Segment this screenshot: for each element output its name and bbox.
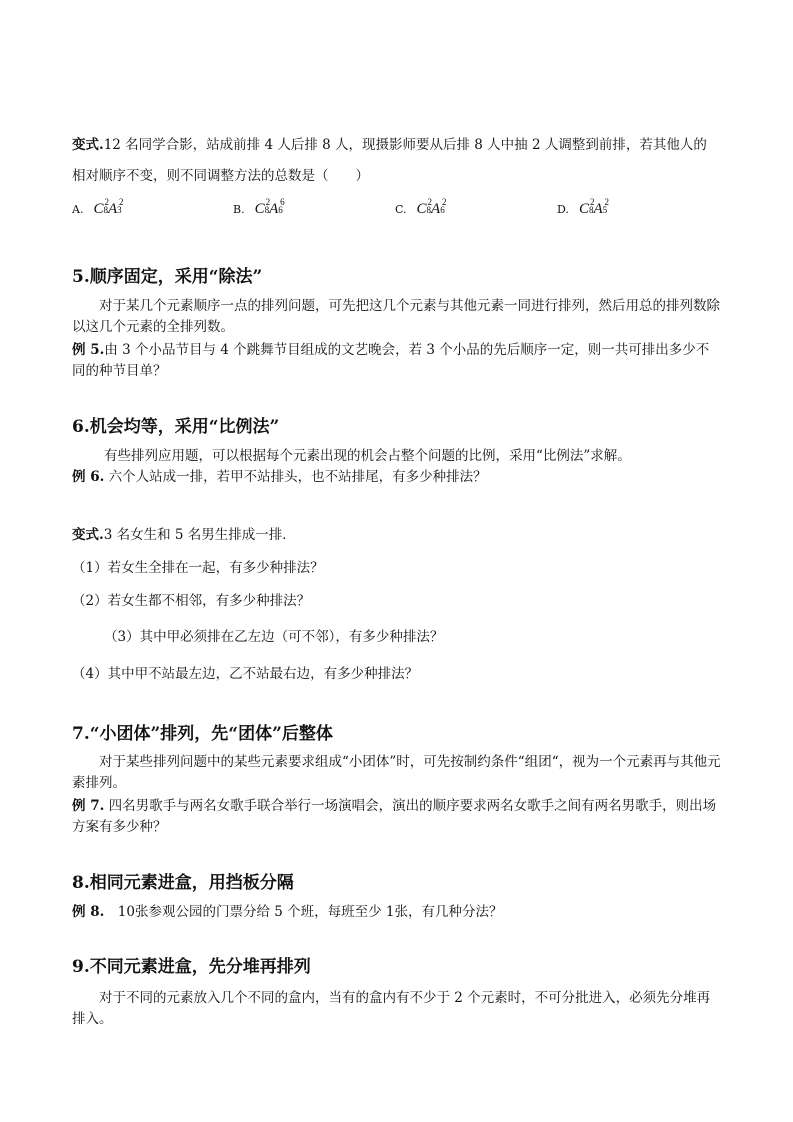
combination-symbol: C8 2	[578, 197, 595, 217]
option-a	[72, 197, 124, 218]
section5-example	[72, 340, 722, 382]
combination-symbol: C8 2	[416, 197, 433, 217]
example-label: 例 7.	[72, 798, 105, 814]
combination-symbol: C8 2	[93, 197, 109, 217]
example-text: 10张参观公园的门票分给 5 个班，每班至少 1张，有几种分法？	[104, 904, 503, 920]
example-text: 四名男歌手与两名女歌手联合举行一场演唱会，演出的顺序要求两名女歌手之间有两名男歌手，则出场方案有多少种？	[72, 798, 717, 835]
arrangement-symbol: A6 2	[431, 197, 447, 217]
section7-heading: 7.“小团体”排列，先“团体”后整体	[72, 724, 333, 744]
section7-example	[72, 796, 722, 838]
variant2-question-2: （2）若女生都不相邻，有多少种排法？	[72, 593, 311, 609]
variant2-question-4: （4）其中甲不站最左边，乙不站最右边，有多少种排法？	[72, 666, 419, 682]
example-label: 例 8.	[72, 904, 105, 920]
section8-example	[72, 902, 722, 923]
option-label: A.	[72, 203, 84, 216]
example-text: 由 3 个小品节目与 4 个跳舞节目组成的文艺晚会，若 3 个小品的先后顺序一定，则一共可排出多少不同的种节目单？	[72, 342, 710, 379]
section5-heading: 5.顺序固定，采用“除法”	[72, 267, 263, 287]
variant2-label: 变式.	[72, 527, 104, 543]
option-label: D.	[557, 203, 569, 216]
example-text: 六个人站成一排，若甲不站排头，也不站排尾，有多少种排法？	[104, 469, 487, 485]
arrangement-symbol: A5 2	[593, 197, 609, 217]
variant2-question-1: （1）若女生全排在一起，有多少种排法？	[72, 560, 324, 576]
example-label: 例 5.	[72, 342, 105, 358]
example-label: 例 6.	[72, 469, 105, 485]
section6-paragraph: 有些排列应用题，可以根据每个元素出现的机会占整个问题的比例，采用“比例法”求解。	[104, 448, 631, 464]
variant1-line1	[72, 133, 707, 153]
section9-paragraph: 对于不同的元素放入几个不同的盒内，当有的盒内有不少于 2 个元素时，不可分批进入，必须先分堆再排入。	[72, 990, 711, 1027]
option-c	[395, 197, 447, 218]
variant1-label: 变式.	[72, 137, 104, 153]
variant1-text-line1: 12 名同学合影，站成前排 4 人后排 8 人，现摄影师要从后排 8 人中抽 2 人调整到前排，若其他人的	[103, 137, 707, 153]
variant2-question-3: （3）其中甲必须排在乙左边（可不邻），有多少种排法？	[104, 629, 444, 645]
section5-paragraph: 对于某几个元素顺序一点的排列问题，可先把这几个元素与其他元素一同进行排列，然后用总的排列数除以这几个元素的全排列数。	[72, 298, 720, 335]
variant1-text-line2: 相对顺序不变，则不同调整方法的总数是（ ）	[72, 168, 369, 184]
section7-paragraph: 对于某些排列问题中的某些元素要求组成“小团体”时，可先按制约条件“组团“，视为一个元素再与其他元素排列。	[72, 754, 721, 791]
section6-example	[72, 467, 722, 488]
section8-heading: 8.相同元素进盒，用挡板分隔	[72, 873, 294, 893]
arrangement-symbol: A3 2	[107, 197, 124, 217]
section6-heading: 6.机会均等，采用“比例法”	[72, 417, 280, 437]
section9-heading: 9.不同元素进盒，先分堆再排列	[72, 957, 311, 977]
variant2-line	[72, 523, 296, 543]
arrangement-symbol: A6 6	[269, 197, 285, 217]
option-b	[233, 197, 285, 218]
option-d	[557, 197, 609, 218]
option-label: B.	[233, 203, 245, 216]
combination-symbol: C8 2	[254, 197, 271, 217]
option-label: C.	[395, 203, 407, 216]
variant2-text: 3 名女生和 5 名男生排成一排．	[103, 527, 296, 543]
